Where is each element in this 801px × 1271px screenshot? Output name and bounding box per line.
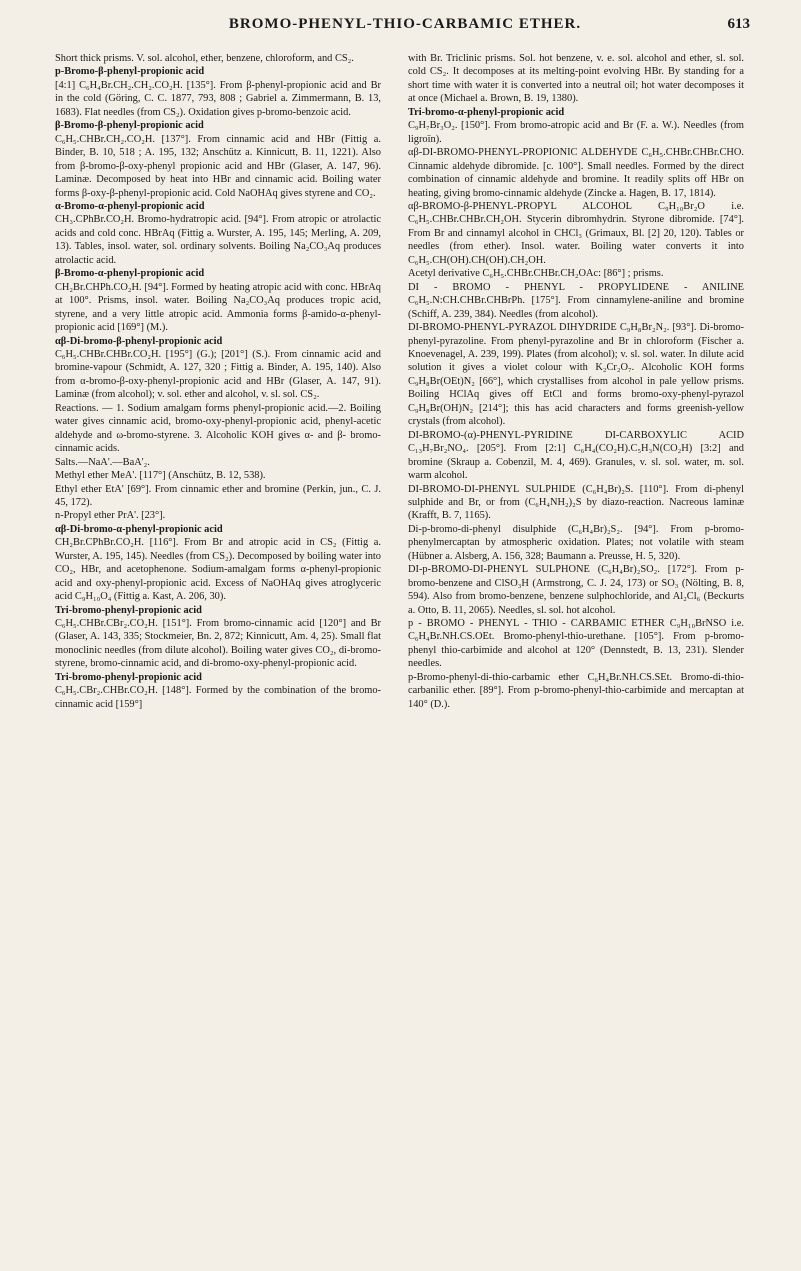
- entry-para: p - BROMO - PHENYL - THIO - CARBAMIC ETHER C₉H₁₀BrNSO i.e. C₆H₄Br.NH.CS.OEt. Bromo-phenyl-thio-urethane. [105°]. From p-bromo-phenyl thio-carbimide and alcohol at 120° (Dennstedt, B. 13, 231). Slender needles.: [408, 618, 744, 670]
- entry-para: Di-p-bromo-di-phenyl disulphide (C₆H₄Br)₂S₂. [94°]. From p-bromo-phenylmercaptan by atmospheric oxidation. Plates; not volatile with steam (Hübner a. Alsberg, A. 156, 328; Baumann a. Preusse, H. 5, 320).: [408, 523, 744, 562]
- entry-heading: αβ-Di-bromo-β-phenyl-propionic acid: [55, 335, 223, 347]
- entry-para: DI-BROMO-(α)-PHENYL-PYRIDINE DI-CARBOXYLIC ACID C₁₃H₇Br₂NO₄. [205°]. From [2:1] C₆H₄(CO₂H).C₅H₃N(CO₂H) [3:2] and bromine (Skraup a. Cobenzil, M. 4, 469). Granules, v. sl. sol. water, m. sol. warm alcohol.: [408, 429, 744, 482]
- right-column: [408, 52, 744, 711]
- entry-heading: β-Bromo-β-phenyl-propionic acid: [55, 120, 204, 132]
- page-number: 613: [727, 16, 750, 32]
- entry-para: DI - BROMO - PHENYL - PROPYLIDENE - ANILINE C₆H₅.N:CH.CHBr.CHBrPh. [175°]. From cinnamylene-aniline and bromine (Schiff, A. 239, 384). Needles (from alcohol).: [408, 281, 744, 320]
- text-para: CH₂Br.CHPh.CO₂H. [94°]. Formed by heating atropic acid with conc. HBrAq at 100°. Prisms, insol. water. Boiling Na₂CO₃Aq produces tropic acid, styrene, and a very little atropic acid. Ammonia forms β-amido-α-phenyl-propionic acid [169°] (M.).: [55, 281, 381, 334]
- entry-para: DI-BROMO-DI-PHENYL SULPHIDE (C₆H₄Br)₂S. [110°]. From di-phenyl sulphide and Br, or from (C₆H₄NH₂)₂S by diazo-reaction. Nacreous laminæ (Krafft, B. 7, 1165).: [408, 483, 744, 522]
- text-para: C₆H₅.CHBr.CH₂.CO₂H. [137°]. From cinnamic acid and HBr (Fittig a. Binder, B. 10, 518 ; A. 195, 132; Anschütz a. Kinnicutt, B. 11, 1221). Also from β-bromo-β-oxy-phenyl propionic acid and HBr (Glaser, A. 147, 96). Laminæ. Decomposed by heat into HBr and cinnamic acid. Boiling water forms β-oxy-β-phenyl-propionic acid. Cold NaOHAq gives styrene and CO₂.: [55, 133, 381, 199]
- text-para: C₆H₅.CBr₂.CHBr.CO₂H. [148°]. Formed by the combination of the bromo-cinnamic acid [159°]: [55, 685, 381, 710]
- entry-para: αβ-DI-BROMO-PHENYL-PROPIONIC ALDEHYDE C₆H₅.CHBr.CHBr.CHO. Cinnamic aldehyde dibromide. [c. 100°]. Small needles. Formed by the direct combination of cinnamic aldehyde and bromine. It readily splits off HBr on heating, giving bromo-cinnamic aldehyde (Zincke a. Hagen, B. 17, 1814).: [408, 147, 744, 199]
- text-para: C₆H₅.CHBr.CBr₂.CO₂H. [151°]. From bromo-cinnamic acid [120°] and Br (Glaser, A. 143, 335; Stockmeier, Bn. 2, 872; Kinnicutt, Am. 4, 25). Small flat monoclinic needles (from dilute alcohol). Boiling water gives CO₂, di-bromo-styrene, bromo-cinnamic acid, and di-bromo-oxy-phenyl-propionic acid.: [55, 618, 381, 670]
- entry-para: αβ-BROMO-β-PHENYL-PROPYL ALCOHOL C₉H₁₀Br₂O i.e. C₆H₅.CHBr.CHBr.CH₂OH. Stycerin dibromhydrin. Styrone dibromide. [74°]. From Br and cinnamyl alcohol in CHCl₃ (Grimaux, Bl. [2] 20, 120). Tables or needles (from ether). Insol. water. Boiling water converts it into C₆H₅.CH(OH).CH(OH).CH₂OH.: [408, 200, 744, 266]
- text-para: Methyl ether MeA'. [117°] (Anschütz, B. 12, 538).: [55, 470, 266, 482]
- text-para: [4:1] C₆H₄Br.CH₂.CH₂.CO₂H. [135°]. From β-phenyl-propionic acid and Br in the cold (Göring, C. C. 1877, 793, 808 ; Gabriel a. Zimmermann, B. 13, 1683). Flat needles (from CS₂). Oxidation gives p-bromo-benzoic acid.: [55, 79, 381, 118]
- entry-heading: Tri-bromo-phenyl-propionic acid: [55, 671, 202, 683]
- left-column: [55, 52, 381, 711]
- text-para: Reactions. — 1. Sodium amalgam forms phenyl-propionic acid.—2. Boiling water gives cinnamic acid, bromo-oxy-phenyl-propionic acid, phenyl-acetic aldehyde and ω-bromo-styrene. 3. Alcoholic KOH gives α- and β- bromo-cinnamic acids.: [55, 402, 381, 455]
- entry-heading: β-Bromo-α-phenyl-propionic acid: [55, 268, 205, 280]
- entry-heading: αβ-Di-bromo-α-phenyl-propionic acid: [55, 523, 223, 535]
- entry-heading: Tri-bromo-phenyl-propionic acid: [55, 604, 202, 616]
- text-para: CH₃.CPhBr.CO₂H. Bromo-hydratropic acid. [94°]. From atropic or atrolactic acids and cold conc. HBrAq (Fittig a. Wurster, A. 195, 145; Merling, A. 209, 13). Tables, insol. water, sol. ordinary solvents. Boiling Na₂CO₃Aq produces atrolactic acid.: [55, 214, 381, 266]
- entry-para: DI-p-BROMO-DI-PHENYL SULPHONE (C₆H₄Br)₂SO₂. [172°]. From p-bromo-benzene and ClSO₃H (Armstrong, C. J. 24, 173) or SO₃ (Nölting, B. 8, 594). Also from bromo-benzene, benzene sulphochloride, and Al₂Cl₆ (Beckurts a. Otto, B. 11, 2065). Needles, sl. sol. hot alcohol.: [408, 564, 744, 616]
- entry-heading: α-Bromo-α-phenyl-propionic acid: [55, 200, 205, 212]
- text-para: Short thick prisms. V. sol. alcohol, ether, benzene, chloroform, and CS₂.: [55, 53, 354, 64]
- running-title: BROMO-PHENYL-THIO-CARBAMIC ETHER.: [228, 16, 582, 32]
- entry-para: p-Bromo-phenyl-di-thio-carbamic ether C₆H₄Br.NH.CS.SEt. Bromo-di-thio-carbanilic ether. [89°]. From p-bromo-phenyl-thio-carbimide and mercaptan at 140° (D.).: [408, 671, 744, 710]
- entry-para: DI-BROMO-PHENYL-PYRAZOL DIHYDRIDE C₉H₈Br₂N₂. [93°]. Di-bromo-phenyl-pyrazoline. From phenyl-pyrazoline and Br in chloroform (Fischer a. Knoevenagel, A. 239, 199). Plates (from alcohol); v. sl. sol. water. In dilute acid solution it gives a violet colour with K₂Cr₂O₇. Alcoholic KOH forms C₉H₈Br(OEt)N₂ [66°], which crystallises from alcohol in pale yellow prisms. Boiling HClAq gives off EtCl and forms bromo-oxy-phenyl-pyrazol C₉H₈Br(OH)N₂ [214°]; this has acid characters and forms greenish-yellow crystals (from alcohol).: [408, 322, 744, 428]
- entry-heading: Tri-bromo-α-phenyl-propionic acid: [408, 106, 565, 118]
- entry-heading: p-Bromo-β-phenyl-propionic acid: [55, 66, 205, 78]
- page-header: [60, 16, 750, 38]
- text-para: with Br. Triclinic prisms. Sol. hot benzene, v. e. sol. alcohol and ether, sl. sol. cold CS₂. It decomposes at its melting-point evolving HBr. By standing for a short time with water it is converted into a neutral oil; hot water decomposes it at once (Michael a. Brown, B. 19, 1380).: [408, 53, 744, 105]
- text-para: C₆H₅.CHBr.CHBr.CO₂H. [195°] (G.); [201°] (S.). From cinnamic acid and bromine-vapour (Schmidt, A. 127, 320 ; Fittig a. Binder, A. 195, 140). Also from α-bromo-β-oxy-phenyl-propionic acid and HBr (Glaser, A. 147, 91). Laminæ (from alcohol); v. sol. ether and alcohol, v. sl. sol. CS₂.: [55, 348, 381, 401]
- text-para: Ethyl ether EtA' [69°]. From cinnamic ether and bromine (Perkin, jun., C. J. 45, 172).: [55, 483, 381, 508]
- text-para: Salts.—NaA'.—BaA'₂.: [55, 456, 150, 468]
- text-para: Acetyl derivative C₆H₅.CHBr.CHBr.CH₂OAc: [86°] ; prisms.: [408, 268, 664, 280]
- text-para: C₉H₇Br₃O₂. [150°]. From bromo-atropic acid and Br (F. a. W.). Needles (from ligroïn).: [408, 120, 744, 145]
- text-para: CH₂Br.CPhBr.CO₂H. [116°]. From Br and atropic acid in CS₂ (Fittig a. Wurster, A. 195, 145). Needles (from CS₂). Decomposed by boiling water into CO₂, HBr, and acetophenone. Sodium-amalgam forms α-phenyl-propionic acid and oxy-phenyl-propionic acid. Excess of NaOHAq gives atroglyceric acid C₉H₁₀O₄ (Fittig a. Kast, A. 206, 30).: [55, 537, 381, 603]
- text-para: n-Propyl ether PrA'. [23°].: [55, 510, 166, 522]
